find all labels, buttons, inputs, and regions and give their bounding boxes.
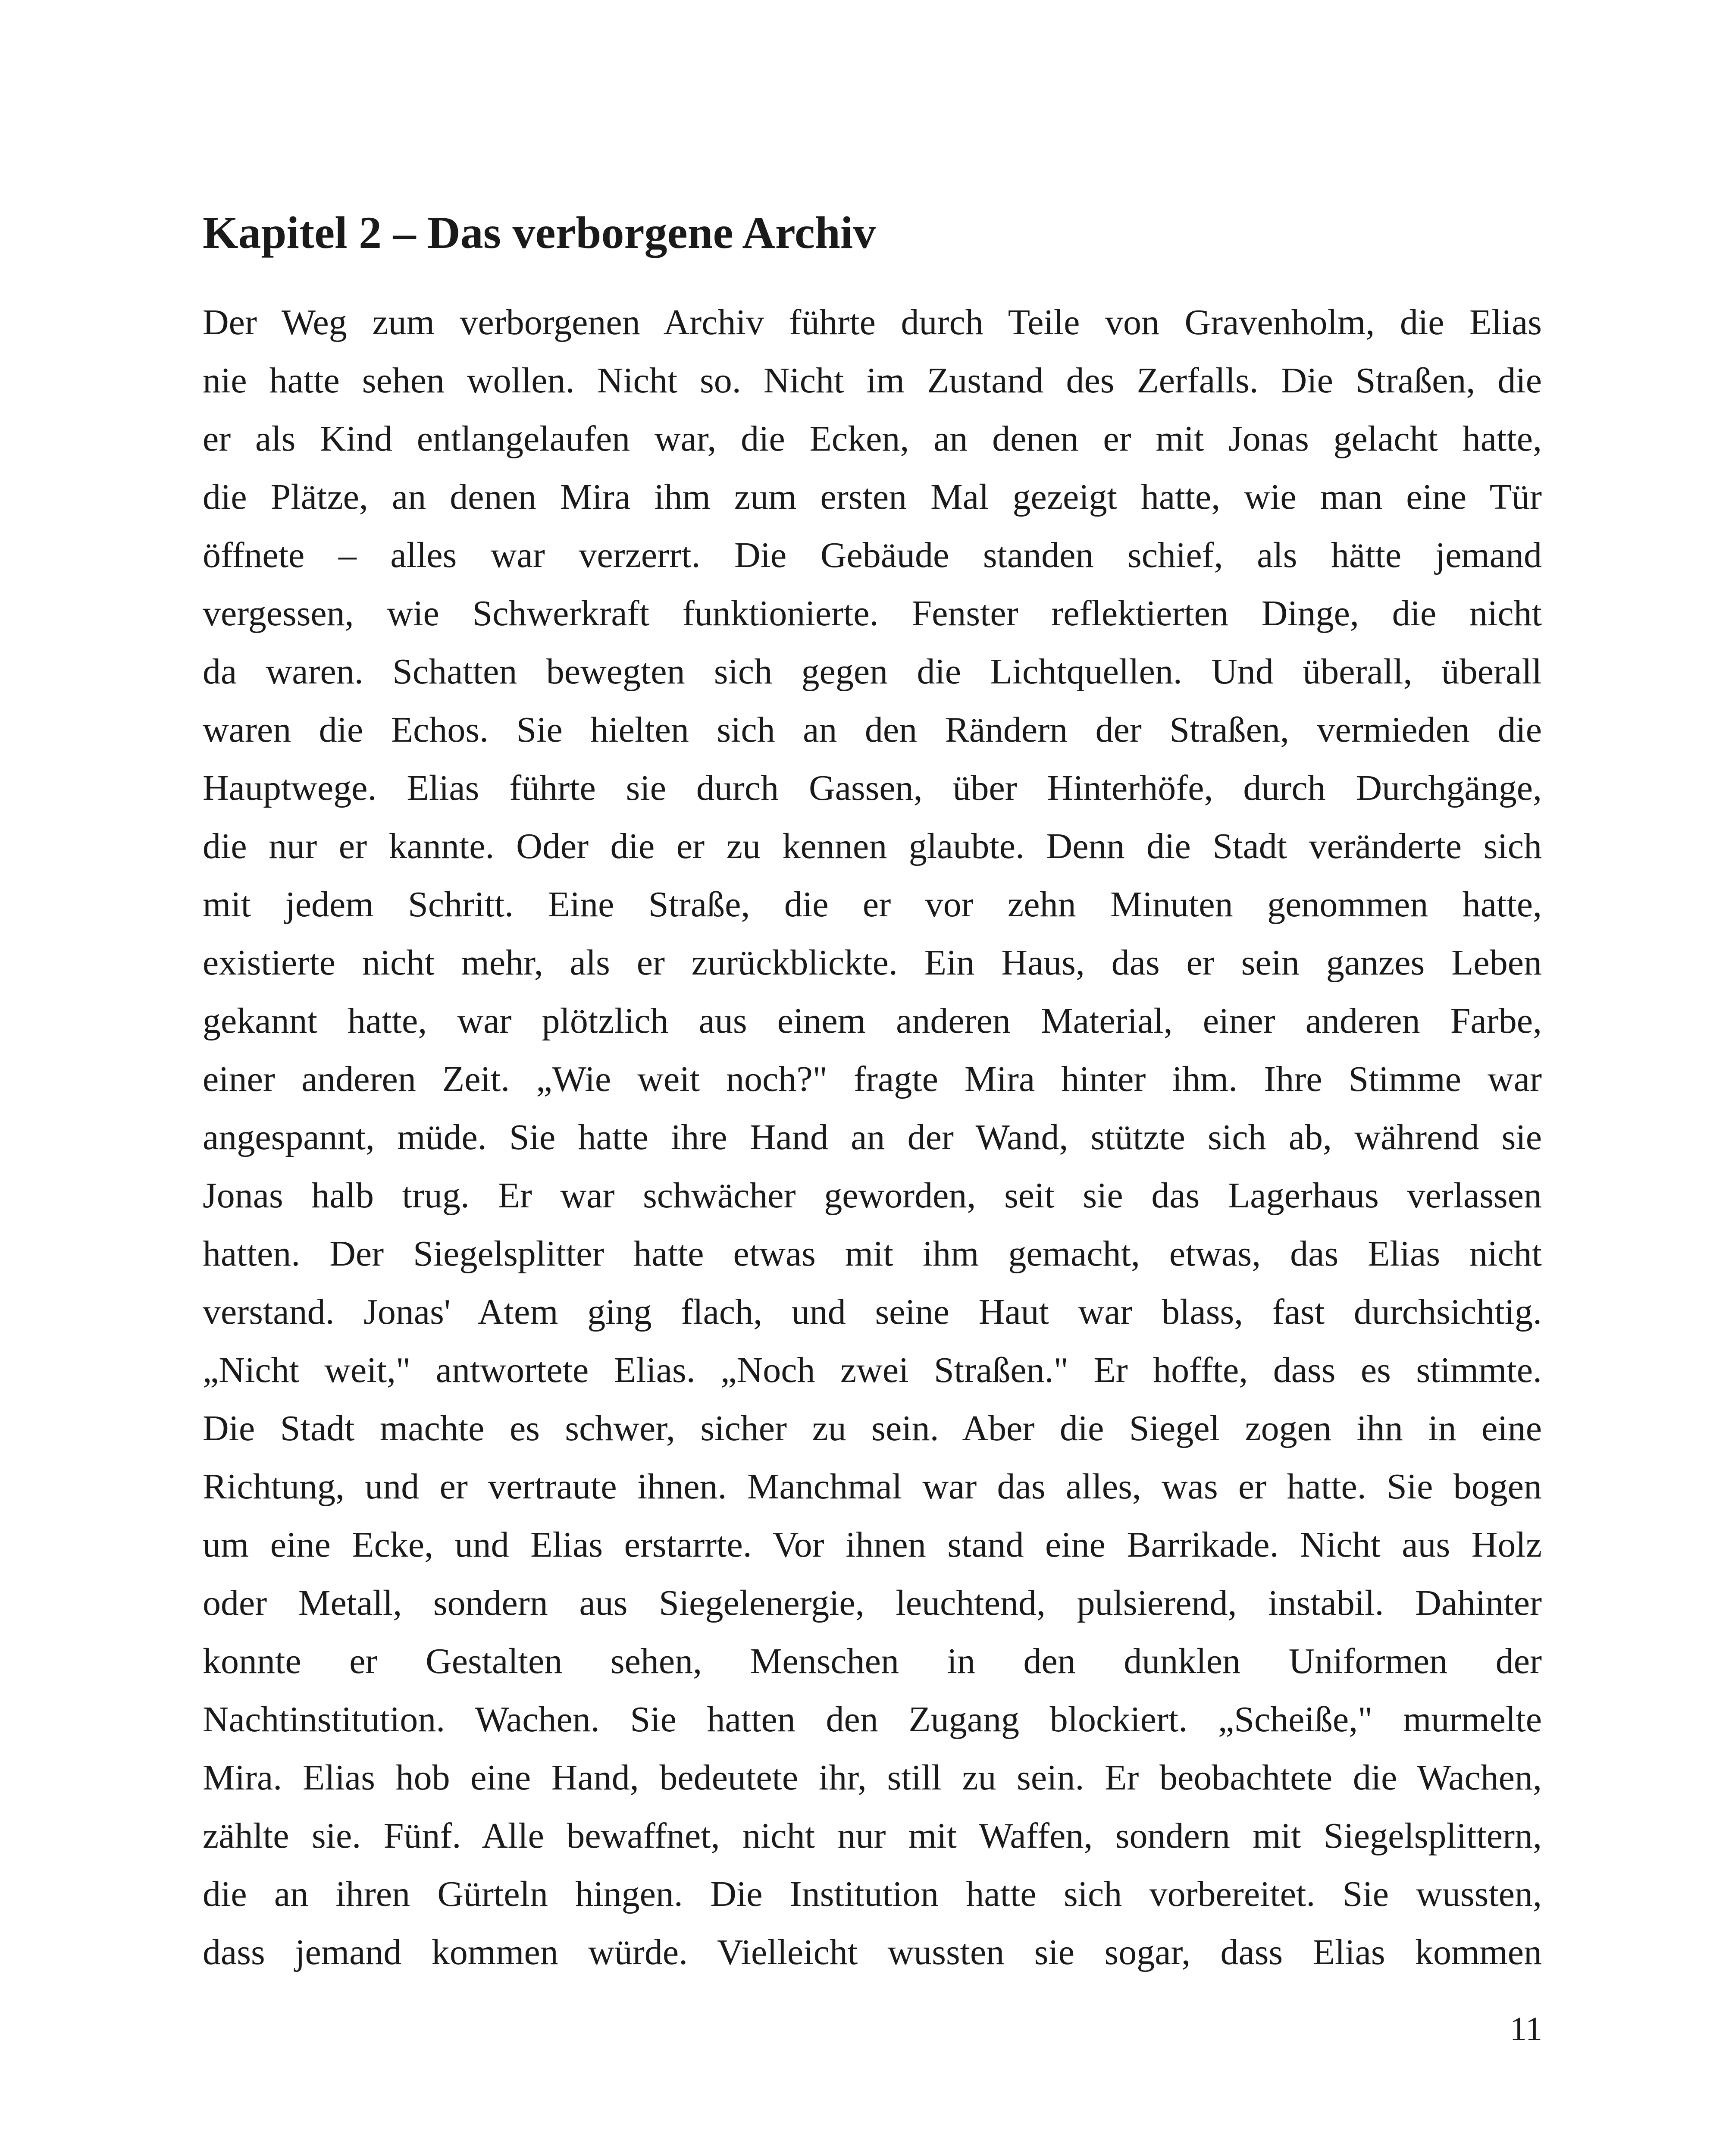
text-line: zählte sie. Fünf. Alle bewaffnet, nicht nur mit Waffen, sondern mit Siegelsplittern, (203, 1816, 1542, 1856)
text-line: existierte nicht mehr, als er zurückblickte. Ein Haus, das er sein ganzes Leben (203, 943, 1542, 983)
text-line: gekannt hatte, war plötzlich aus einem anderen Material, einer anderen Farbe, (203, 1001, 1542, 1041)
text-line: Nachtinstitution. Wachen. Sie hatten den Zugang blockiert. „Scheiße," murmelte (203, 1699, 1542, 1739)
text-line: die Plätze, an denen Mira ihm zum ersten Mal gezeigt hatte, wie man eine Tür (203, 477, 1542, 517)
text-line: Jonas halb trug. Er war schwächer geworden, seit sie das Lagerhaus verlassen (203, 1175, 1542, 1216)
text-line: hatten. Der Siegelsplitter hatte etwas mit ihm gemacht, etwas, das Elias nicht (203, 1234, 1542, 1274)
text-line: Richtung, und er vertraute ihnen. Manchmal war das alles, was er hatte. Sie bogen (203, 1467, 1542, 1507)
text-line: angespannt, müde. Sie hatte ihre Hand an der Wand, stützte sich ab, während sie (203, 1117, 1542, 1157)
text-line: da waren. Schatten bewegten sich gegen die Lichtquellen. Und überall, überall (203, 652, 1542, 692)
text-line: Mira. Elias hob eine Hand, bedeutete ihr, still zu sein. Er beobachtete die Wachen, (203, 1758, 1542, 1798)
text-line: Hauptwege. Elias führte sie durch Gassen, über Hinterhöfe, durch Durchgänge, (203, 768, 1542, 808)
text-line: verstand. Jonas' Atem ging flach, und seine Haut war blass, fast durchsichtig. (203, 1292, 1542, 1332)
text-line: mit jedem Schritt. Eine Straße, die er vor zehn Minuten genommen hatte, (203, 884, 1542, 924)
text-line: vergessen, wie Schwerkraft funktionierte. Fenster reflektierten Dinge, die nicht (203, 593, 1542, 633)
text-line: um eine Ecke, und Elias erstarrte. Vor ihnen stand eine Barrikade. Nicht aus Holz (203, 1525, 1542, 1565)
text-line: die nur er kannte. Oder die er zu kennen glaubte. Denn die Stadt veränderte sich (203, 826, 1542, 866)
text-line: „Nicht weit," antwortete Elias. „Noch zwei Straßen." Er hoffte, dass es stimmte. (203, 1350, 1542, 1390)
text-line: dass jemand kommen würde. Vielleicht wussten sie sogar, dass Elias kommen (203, 1932, 1542, 1972)
chapter-title: Kapitel 2 – Das verborgene Archiv (203, 207, 876, 258)
page-number: 11 (1510, 2010, 1542, 2047)
text-line: nie hatte sehen wollen. Nicht so. Nicht im Zustand des Zerfalls. Die Straßen, die (203, 360, 1542, 401)
text-line: Die Stadt machte es schwer, sicher zu sein. Aber die Siegel zogen ihn in eine (203, 1408, 1542, 1448)
text-line: die an ihren Gürteln hingen. Die Institution hatte sich vorbereitet. Sie wussten, (203, 1874, 1542, 1914)
text-line: er als Kind entlangelaufen war, die Ecken, an denen er mit Jonas gelacht hatte, (203, 419, 1542, 459)
text-line: waren die Echos. Sie hielten sich an den Rändern der Straßen, vermieden die (203, 710, 1542, 750)
text-line: konnte er Gestalten sehen, Menschen in den dunklen Uniformen der (203, 1641, 1542, 1681)
text-line: öffnete – alles war verzerrt. Die Gebäude standen schief, als hätte jemand (203, 535, 1542, 575)
text-line: oder Metall, sondern aus Siegelenergie, leuchtend, pulsierend, instabil. Dahinter (203, 1583, 1542, 1623)
body-text (203, 293, 1542, 1981)
text-line: einer anderen Zeit. „Wie weit noch?" fragte Mira hinter ihm. Ihre Stimme war (203, 1059, 1542, 1099)
text-line: Der Weg zum verborgenen Archiv führte durch Teile von Gravenholm, die Elias (203, 302, 1542, 342)
